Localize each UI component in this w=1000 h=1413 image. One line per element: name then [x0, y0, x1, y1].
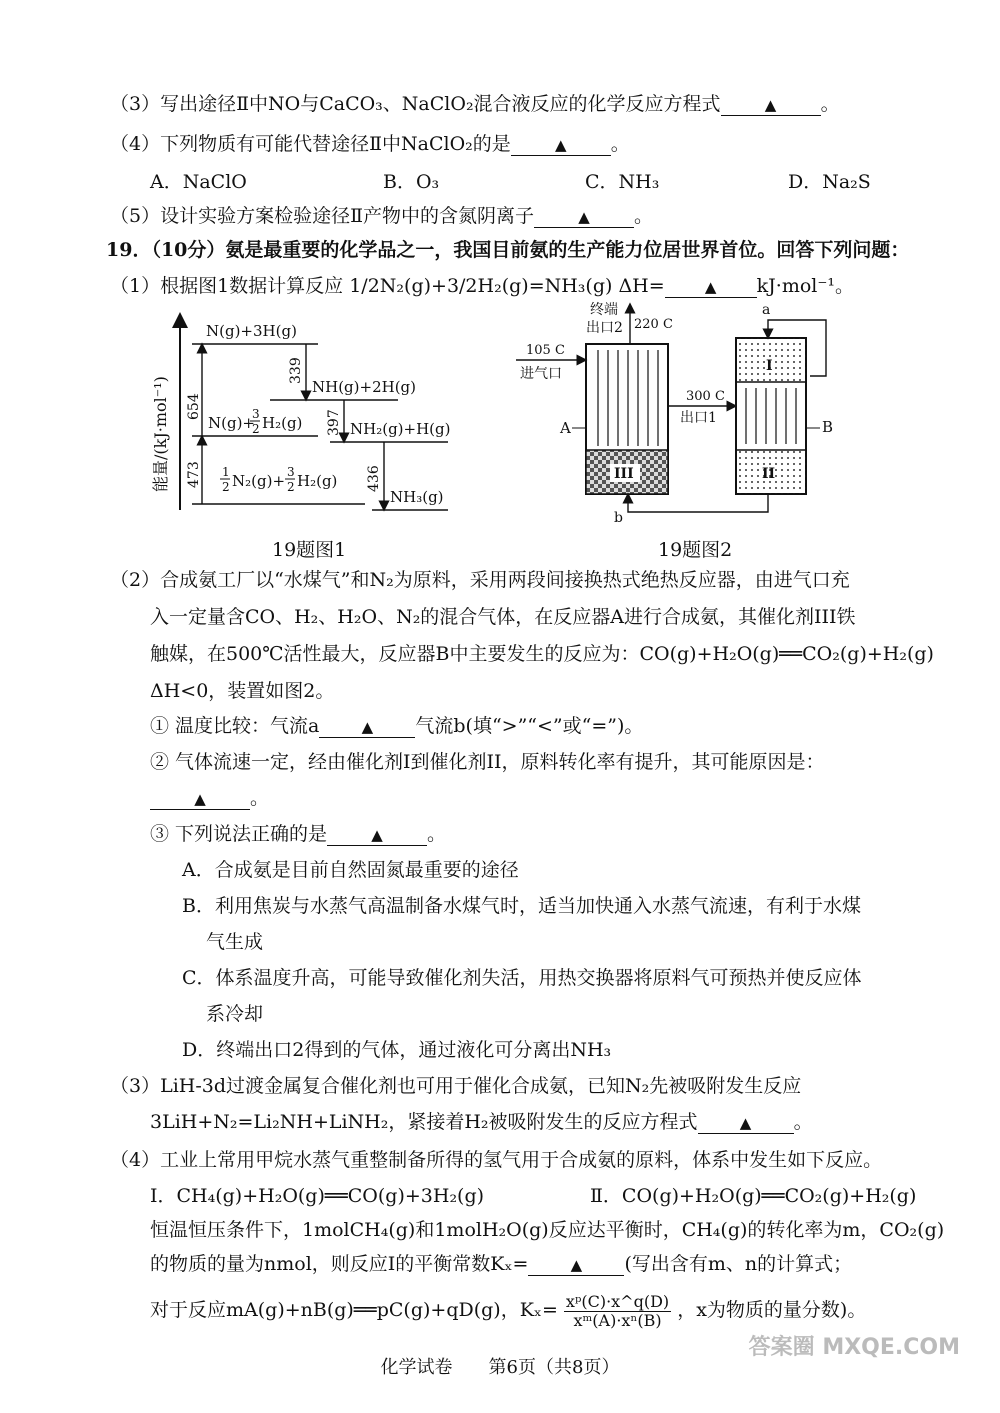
svg-text:436: 436 [366, 465, 382, 492]
svg-text:终端: 终端 [590, 302, 618, 318]
svg-text:3: 3 [287, 465, 295, 479]
q19-sub1: ① 温度比较：气流a ▲ 气流b(填“>”“<”或“=”)。 [150, 715, 644, 737]
svg-text:H₂(g): H₂(g) [262, 414, 303, 432]
svg-text:397: 397 [326, 409, 342, 436]
svg-text:473: 473 [186, 461, 202, 488]
svg-text:N(g)+: N(g)+ [208, 414, 255, 432]
svg-text:2: 2 [287, 480, 295, 494]
energy-axis-label: 能量/(kJ·mol⁻¹) [151, 376, 170, 492]
svg-text:出口1: 出口1 [680, 410, 717, 426]
q18-part3-text: （3）写出途径Ⅱ中NO与CaCO₃、NaClO₂混合液反应的化学反应方程式 [110, 93, 721, 115]
svg-text:1: 1 [222, 465, 230, 479]
figure1-caption: 19题图1 [272, 539, 347, 561]
svg-text:b: b [614, 510, 623, 526]
q19-option-d: D．终端出口2得到的气体，通过液化可分离出NH₃ [182, 1039, 612, 1061]
svg-text:105 C: 105 C [526, 343, 565, 358]
svg-text:NH₂(g)+H(g): NH₂(g)+H(g) [350, 420, 451, 438]
q19-part4-line5: 对于反应mA(g)+nB(g)══pC(g)+qD(g)，Kₓ= $\frac{\text{xᵖ(C)·x\textasciicircum{}q(D)}}{\text{xᵐ(A)·xⁿ(B)}}$ ，x为物质的量分数)。 [150, 1291, 867, 1330]
q19-part3-line1: （3）LiH-3d过渡金属复合催化剂也可用于催化合成氨，已知N₂先被吸附发生反应 [110, 1075, 802, 1097]
q19-sub2-answer: ▲ 。 [150, 786, 269, 810]
q18-part4: （4）下列物质有可能代替途径Ⅱ中NaClO₂的是 ▲ 。 [110, 133, 630, 155]
svg-text:出口2: 出口2 [586, 320, 623, 336]
reaction-1: Ⅰ．CH₄(g)+H₂O(g)══CO(g)+3H₂(g) [150, 1185, 485, 1207]
q19-part4-line4: 的物质的量为nmol，则反应Ⅰ的平衡常数Kₓ= ▲ (写出含有m、n的计算式； [150, 1253, 853, 1275]
svg-text:NH₃(g): NH₃(g) [390, 488, 444, 506]
energy-diagram [140, 312, 470, 524]
svg-text:N(g)+3H(g): N(g)+3H(g) [206, 322, 297, 340]
q18-option-c: C．NH₃ [585, 171, 660, 193]
kx-fraction: $\frac{\text{xᵖ(C)·x\textasciicircum{}q(D)}}{\text{xᵐ(A)·xⁿ(B)}}$ [565, 1291, 670, 1330]
reaction-2: Ⅱ．CO(g)+H₂O(g)══CO₂(g)+H₂(g) [590, 1185, 917, 1207]
q19-option-c-cont: 系冷却 [206, 1003, 264, 1025]
svg-text:220 C: 220 C [634, 317, 673, 332]
reactor-b-label: B [822, 418, 834, 436]
q18-part5: （5）设计实验方案检验途径Ⅱ产物中的含氮阴离子 ▲ 。 [110, 205, 654, 227]
svg-text:654: 654 [186, 393, 202, 420]
answer-blank[interactable]: ▲ [511, 134, 611, 156]
reactor-b [736, 338, 806, 494]
q19-part2-line3: 触媒，在500℃活性最大，反应器B中主要发生的反应为：CO(g)+H₂O(g)══CO₂(g)+H₂(g) [150, 643, 934, 665]
q18-option-d: D．Na₂S [788, 171, 871, 193]
q19-part2-line4: ΔH<0，装置如图2。 [150, 680, 335, 702]
q19-part2-line1: （2）合成氨工厂以“水煤气”和N₂为原料，采用两段间接换热式绝热反应器，由进气口充 [110, 569, 850, 591]
q19-part4-line1: （4）工业上常用甲烷水蒸气重整制备所得的氢气用于合成氨的原料，体系中发生如下反应。 [110, 1149, 883, 1171]
reactor-diagram [510, 300, 850, 526]
svg-text:339: 339 [288, 357, 304, 384]
reactor-a-label: A [560, 419, 571, 437]
svg-text:a: a [762, 302, 771, 318]
q19-option-a: A．合成氨是目前自然固氮最重要的途径 [182, 859, 519, 881]
q19-part4-line3: 恒温恒压条件下，1molCH₄(g)和1molH₂O(g)反应达平衡时，CH₄(g)的转化率为m，CO₂(g) [150, 1219, 945, 1241]
q19-part3-line2: 3LiH+N₂=Li₂NH+LiNH₂，紧接着H₂被吸附发生的反应方程式 ▲ 。 [150, 1111, 813, 1133]
q19-intro: 19．（10分）氨是最重要的化学品之一，我国目前氨的生产能力位居世界首位。回答下列问题： [106, 239, 910, 261]
svg-text:3: 3 [252, 407, 260, 421]
page-footer: 化学试卷 第6页（共8页） [380, 1357, 620, 1378]
answer-blank[interactable]: ▲ [698, 1112, 794, 1134]
svg-text:300 C: 300 C [686, 389, 725, 404]
svg-text:2: 2 [252, 422, 260, 436]
q18-part3: （3）写出途径Ⅱ中NO与CaCO₃、NaClO₂混合液反应的化学反应方程式 ▲ 。 [110, 93, 840, 115]
svg-text:II: II [762, 466, 776, 482]
q19-sub3: ③ 下列说法正确的是 ▲ 。 [150, 823, 447, 845]
answer-blank[interactable]: ▲ [528, 1254, 624, 1276]
svg-text:H₂(g): H₂(g) [297, 472, 338, 490]
q19-sub2: ② 气体流速一定，经由催化剂I到催化剂II，原料转化率有提升，其可能原因是： [150, 751, 825, 773]
q18-option-b: B．O₃ [383, 171, 440, 193]
q19-option-c: C．体系温度升高，可能导致催化剂失活，用热交换器将原料气可预热并使反应体 [182, 967, 862, 989]
q18-option-a: A．NaClO [150, 171, 247, 193]
svg-text:2: 2 [222, 480, 230, 494]
q19-option-b-cont: 气生成 [206, 931, 264, 953]
answer-blank[interactable]: ▲ [534, 206, 634, 228]
answer-blank[interactable]: ▲ [319, 716, 415, 738]
figure2-caption: 19题图2 [658, 539, 733, 561]
svg-text:进气口: 进气口 [520, 366, 562, 382]
answer-blank[interactable]: ▲ [327, 824, 427, 846]
svg-text:I: I [766, 358, 773, 374]
svg-text:N₂(g)+: N₂(g)+ [232, 472, 286, 490]
q19-option-b: B．利用焦炭与水蒸气高温制备水煤气时，适当加快通入水蒸气流速，有利于水煤 [182, 895, 861, 917]
answer-blank[interactable]: ▲ [150, 788, 250, 810]
watermark-logo: 答案圈 MXQE.COM [748, 1335, 960, 1360]
reactor-a [586, 344, 668, 494]
svg-text:NH(g)+2H(g): NH(g)+2H(g) [312, 378, 417, 396]
answer-blank[interactable]: ▲ [721, 94, 821, 116]
answer-blank[interactable]: ▲ [665, 276, 757, 298]
q19-part2-line2: 入一定量含CO、H₂、H₂O、N₂的混合气体，在反应器A进行合成氨，其催化剂III铁 [150, 606, 856, 628]
q19-part1: （1）根据图1数据计算反应 1/2N₂(g)+3/2H₂(g)=NH₃(g) ΔH= ▲ kJ·mol⁻¹。 [110, 275, 855, 297]
svg-text:III: III [614, 466, 634, 482]
